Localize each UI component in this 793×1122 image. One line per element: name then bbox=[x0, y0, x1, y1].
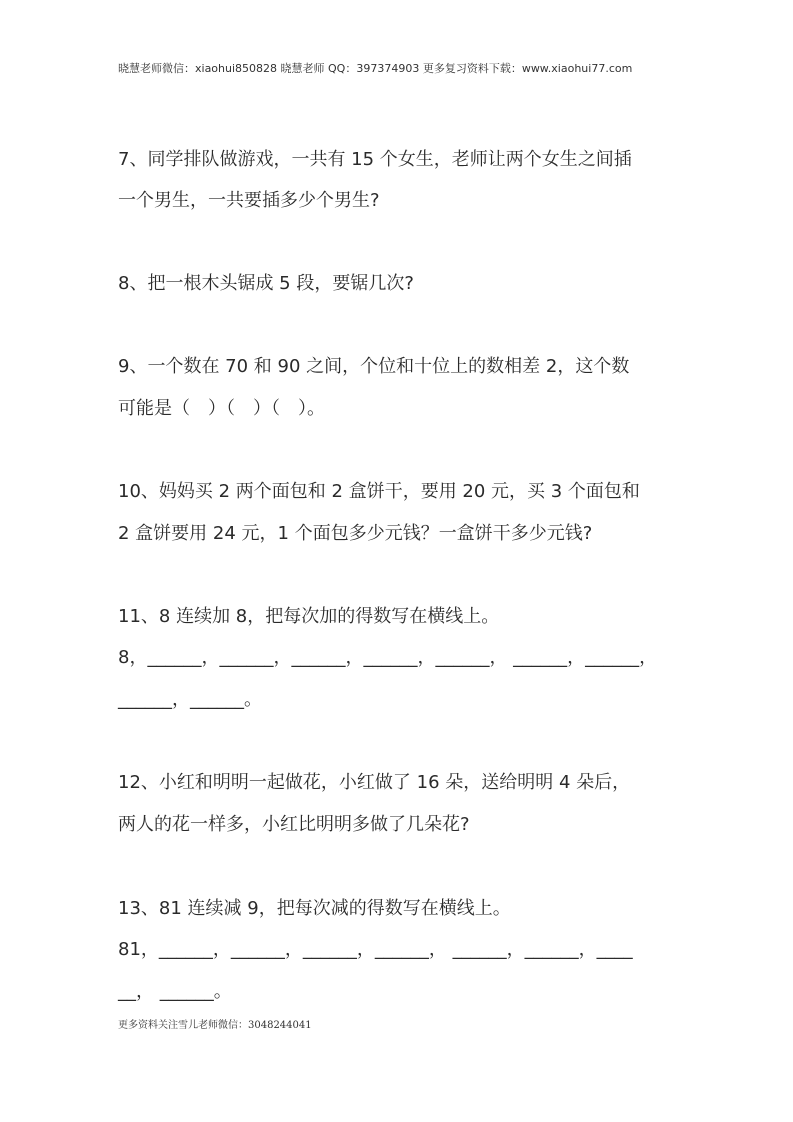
q11-answer-line-2: ______，______。 bbox=[118, 689, 262, 710]
q11-answer-line-1: 8，______，______，______，______，______， ______，______， bbox=[118, 647, 658, 668]
q10-line-1: 10、妈妈买 2 两个面包和 2 盒饼干，要用 20 元，买 3 个面包和 bbox=[118, 481, 640, 502]
q11-line-1: 11、8 连续加 8，把每次加的得数写在横线上。 bbox=[118, 606, 500, 627]
q9-line-2: 可能是（ ）（ ）（ ）。 bbox=[118, 398, 325, 419]
page-footer: 更多资料关注雪儿老师微信：3048244041 bbox=[118, 1020, 312, 1031]
q12-line-2: 两人的花一样多，小红比明明多做了几朵花? bbox=[118, 814, 470, 835]
q12-line-1: 12、小红和明明一起做花，小红做了 16 朵，送给明明 4 朵后， bbox=[118, 772, 631, 793]
q13-answer-line-1: 81，______，______，______，______， ______，______，____ bbox=[118, 939, 633, 960]
q7-line-1: 7、同学排队做游戏，一共有 15 个女生，老师让两个女生之间插 bbox=[118, 149, 632, 170]
q10-line-2: 2 盒饼要用 24 元，1 个面包多少元钱？一盒饼干多少元钱? bbox=[118, 523, 593, 544]
q8-line-1: 8、把一根木头锯成 5 段，要锯几次? bbox=[118, 273, 414, 294]
q13-answer-line-2: __， ______。 bbox=[118, 981, 232, 1002]
q13-line-1: 13、81 连续减 9，把每次减的得数写在横线上。 bbox=[118, 898, 511, 919]
page-header: 晓慧老师微信：xiaohui850828 晓慧老师 QQ：397374903 更多复习资料下载：www.xiaohui77.com bbox=[118, 62, 633, 75]
q7-line-2: 一个男生，一共要插多少个男生? bbox=[118, 190, 380, 211]
q9-line-1: 9、一个数在 70 和 90 之间，个位和十位上的数相差 2，这个数 bbox=[118, 356, 630, 377]
